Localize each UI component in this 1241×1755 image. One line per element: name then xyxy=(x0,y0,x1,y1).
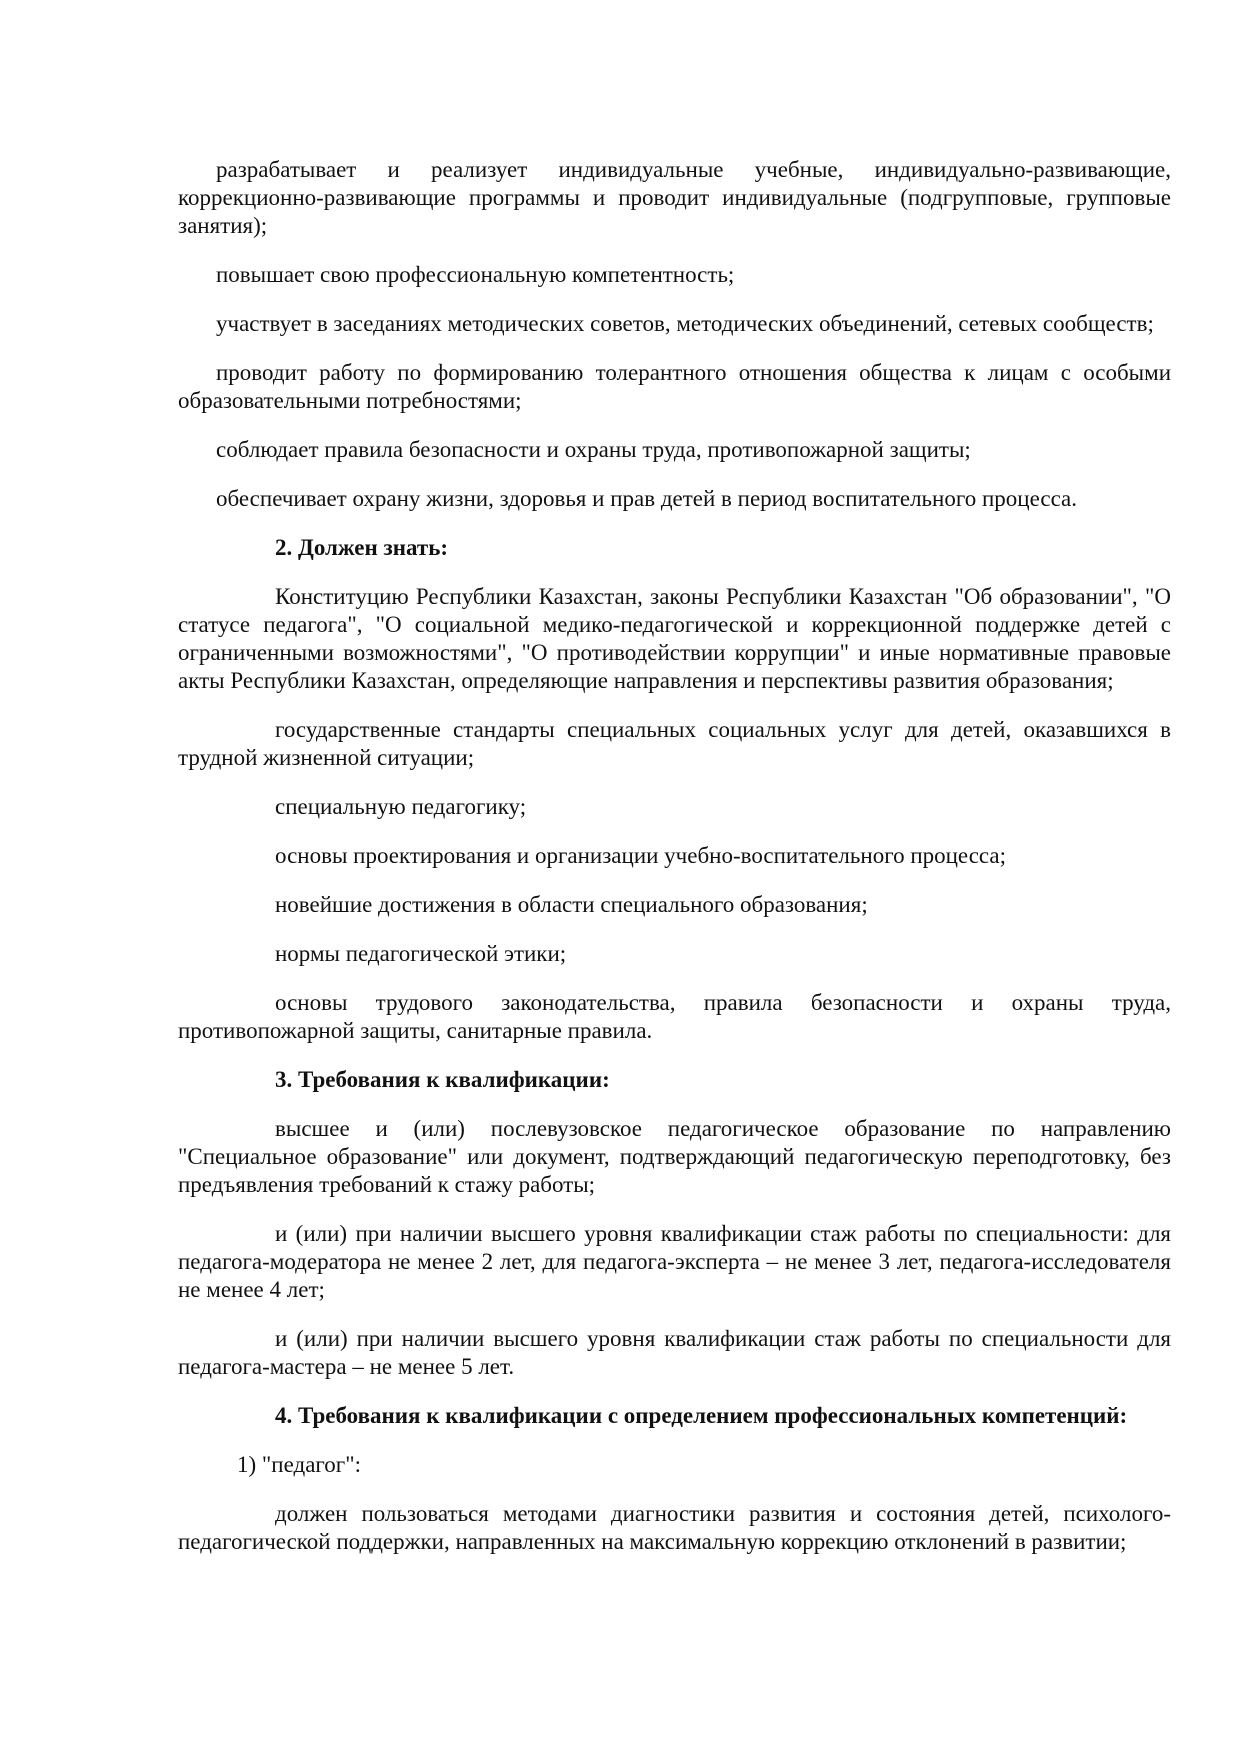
qualification-paragraph: высшее и (или) послевузовское педагогическое образование по направлению "Специальное образование" или документ, подтверждающий педагогическую переподготовку, без предъявления требований к стажу работы; xyxy=(178,1116,1171,1197)
knowledge-paragraph: новейшие достижения в области специального образования; xyxy=(275,892,868,917)
knowledge-paragraph: нормы педагогической этики; xyxy=(275,941,567,966)
document-page xyxy=(178,156,1171,1556)
knowledge-paragraph: государственные стандарты специальных социальных услуг для детей, оказавшихся в трудной жизненной ситуации; xyxy=(178,717,1171,770)
qualification-paragraph: и (или) при наличии высшего уровня квалификации стаж работы по специальности: для педагога-модератора не менее 2 лет, для педагога-эксперта – не менее 3 лет, педагога-исследователя не менее 4 лет; xyxy=(178,1221,1171,1302)
knowledge-paragraph: Конституцию Республики Казахстан, законы Республики Казахстан "Об образовании", "О статусе педагога", "О социальной медико-педагогической и коррекционной поддержке детей с ограниченными возможностями", "О противодействии коррупции" и иные нормативные правовые акты Республики Казахстан, определяющие направления и перспективы развития образования; xyxy=(178,584,1171,693)
knowledge-paragraph: основы трудового законодательства, правила безопасности и охраны труда, противопожарной защиты, санитарные правила. xyxy=(178,990,1171,1043)
duty-paragraph: разрабатывает и реализует индивидуальные учебные, индивидуально-развивающие, коррекционно-развивающие программы и проводит индивидуальные (подгрупповые, групповые занятия); xyxy=(178,157,1171,238)
subsection-heading-pedagogue: 1) "педагог": xyxy=(237,1452,361,1477)
duty-paragraph: соблюдает правила безопасности и охраны труда, противопожарной защиты; xyxy=(216,437,971,462)
qualification-paragraph: и (или) при наличии высшего уровня квалификации стаж работы по специальности для педагога-мастера – не менее 5 лет. xyxy=(178,1326,1171,1379)
section-heading-competencies: 4. Требования к квалификации с определением профессиональных компетенций: xyxy=(275,1403,1128,1428)
duty-paragraph: проводит работу по формированию толерантного отношения общества к лицам с особыми образовательными потребностями; xyxy=(178,360,1171,413)
duty-paragraph: повышает свою профессиональную компетентность; xyxy=(216,262,735,287)
section-heading-qualification: 3. Требования к квалификации: xyxy=(275,1067,610,1092)
knowledge-paragraph: специальную педагогику; xyxy=(275,794,527,819)
duty-paragraph: обеспечивает охрану жизни, здоровья и прав детей в период воспитательного процесса. xyxy=(216,486,1078,511)
duty-paragraph: участвует в заседаниях методических советов, методических объединений, сетевых сообществ; xyxy=(216,311,1154,336)
section-heading-must-know: 2. Должен знать: xyxy=(275,535,449,560)
competency-paragraph: должен пользоваться методами диагностики развития и состояния детей, психолого-педагогической поддержки, направленных на максимальную коррекцию отклонений в развитии; xyxy=(178,1501,1171,1554)
knowledge-paragraph: основы проектирования и организации учебно-воспитательного процесса; xyxy=(275,843,1007,868)
